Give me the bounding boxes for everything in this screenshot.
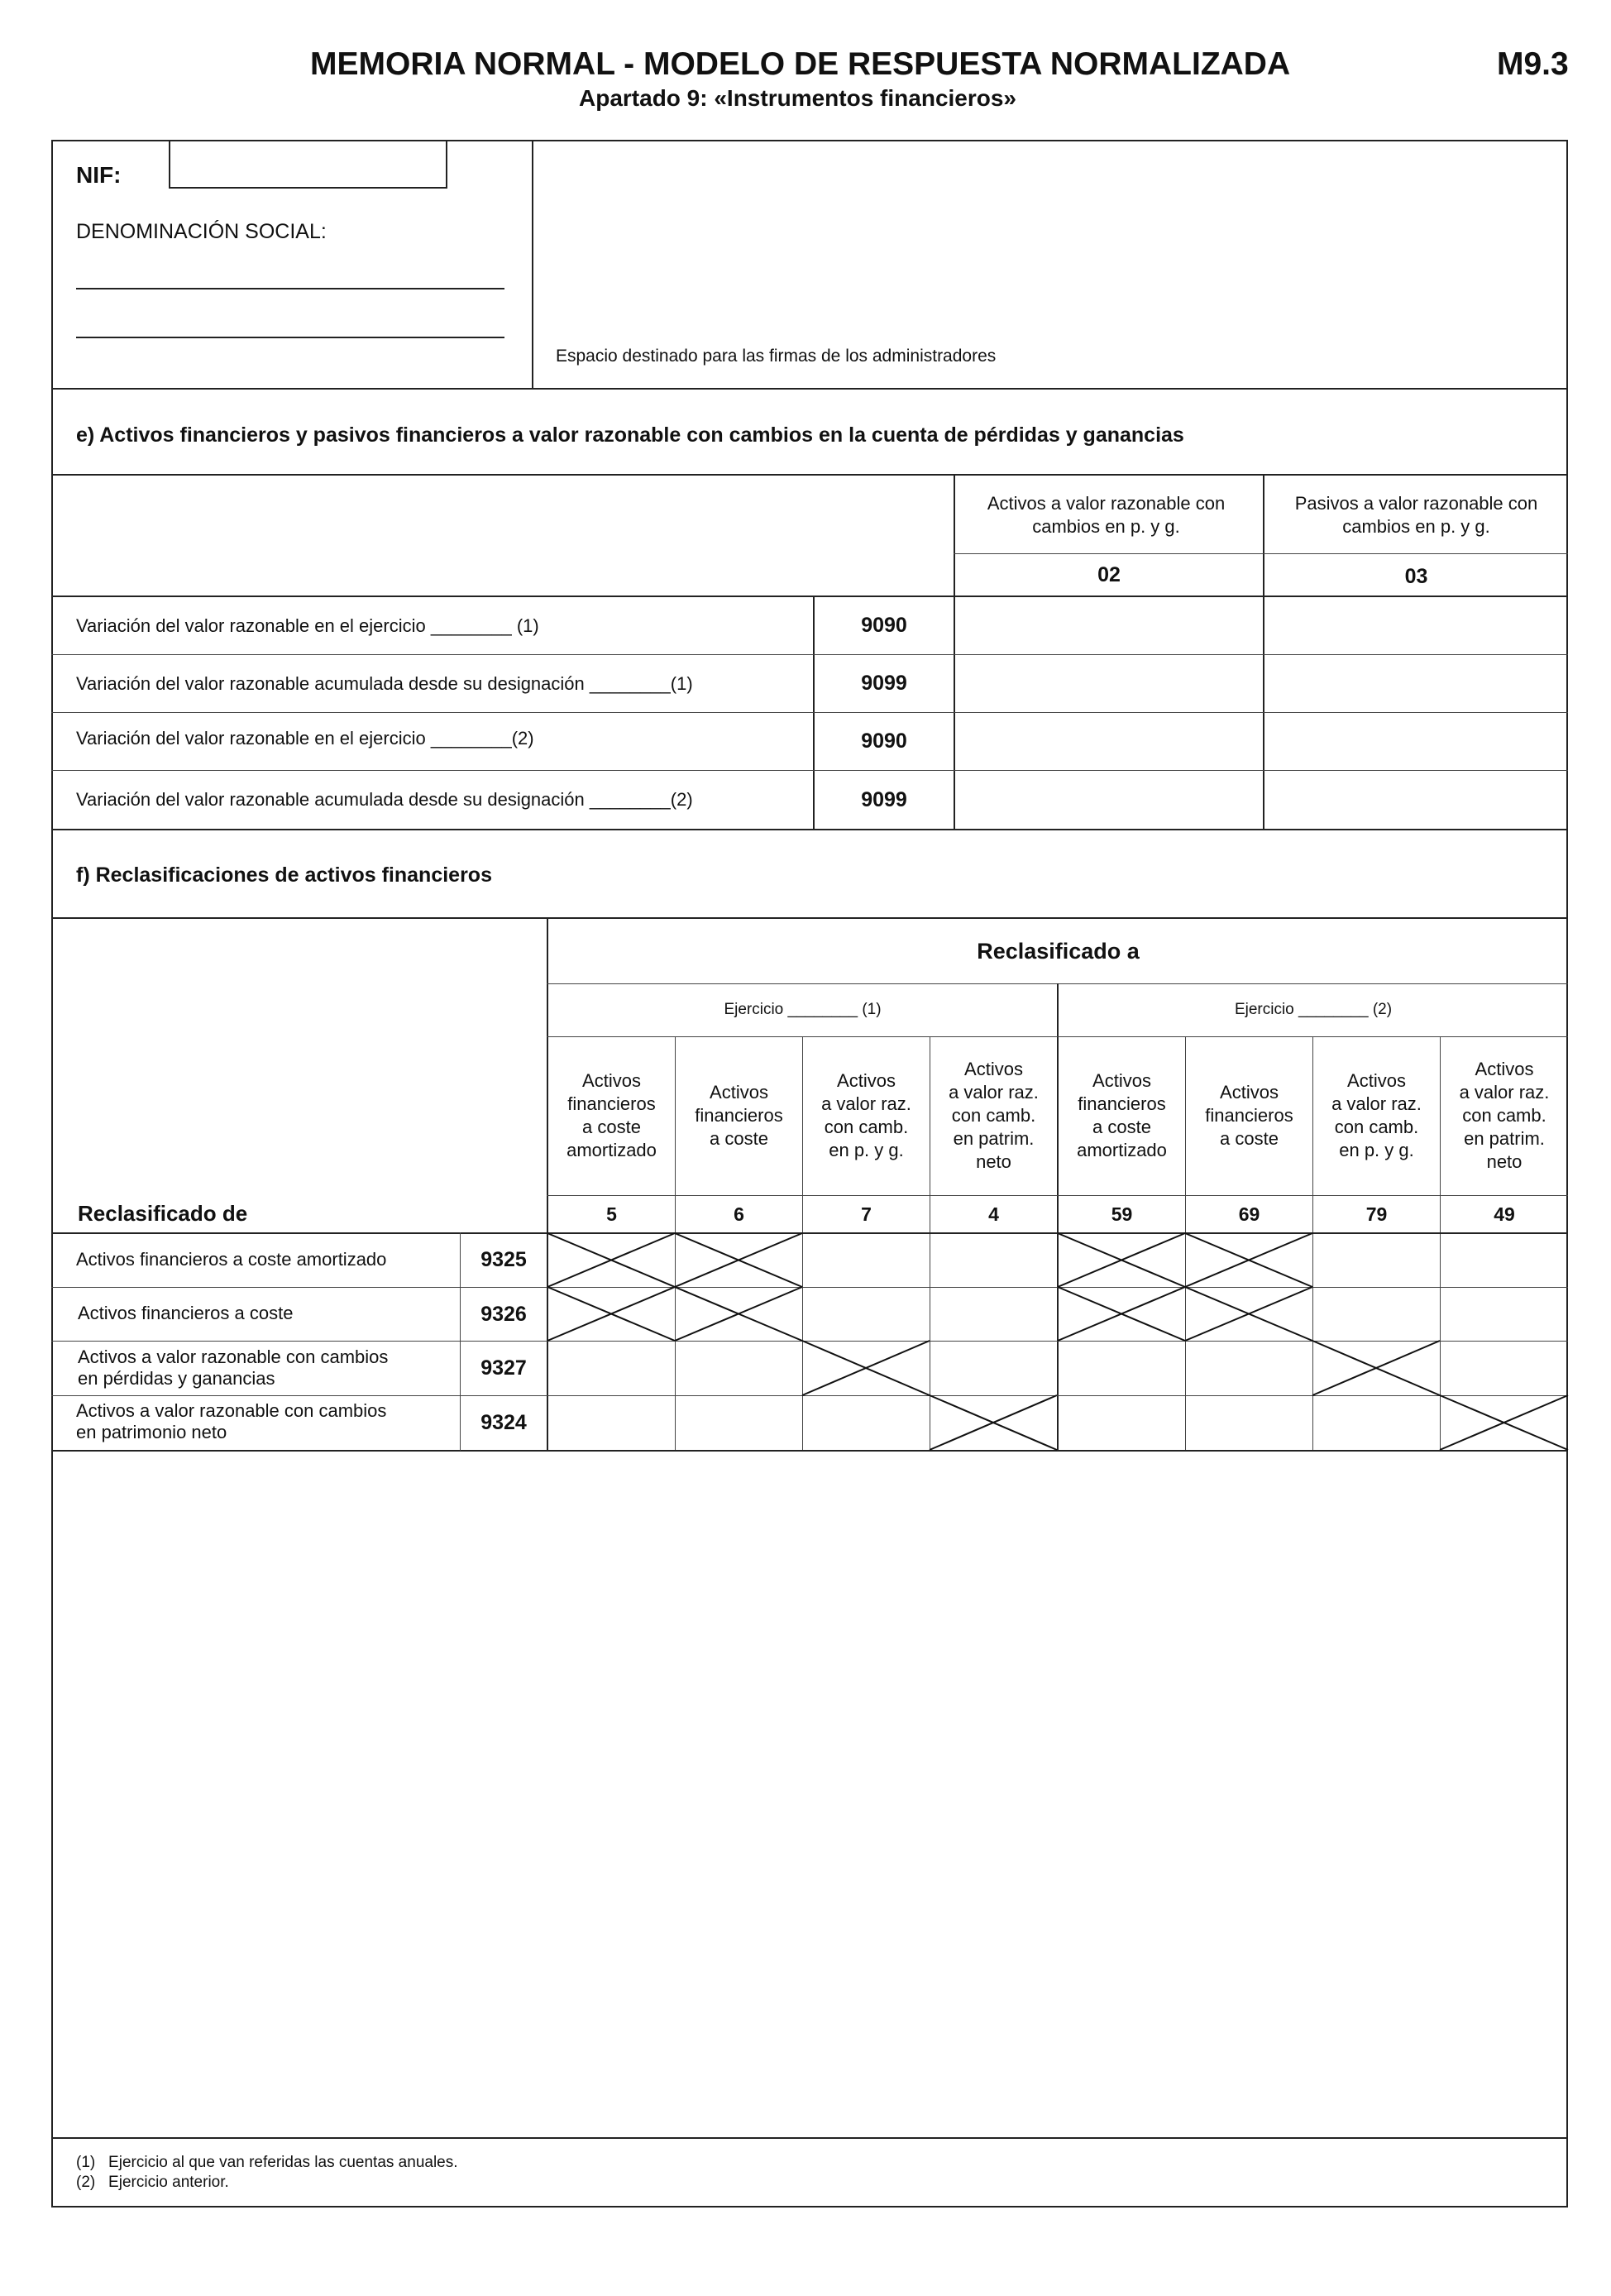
form-code: M9.3	[1497, 46, 1569, 82]
row-label: Variación del valor razonable en el ejercicio ________ (1)	[76, 615, 539, 636]
col-pasivos-code: 03	[1404, 564, 1428, 588]
reclasificado-de-label: Reclasificado de	[78, 1201, 248, 1226]
row-label: Activos financieros a coste	[78, 1303, 294, 1323]
col-header: Activos a valor raz. con camb. en p. y g.	[821, 1070, 911, 1160]
row-label: Activos financieros a coste amortizado	[76, 1249, 387, 1270]
col-code: 5	[606, 1203, 617, 1225]
col-activos-header: Activos a valor razonable con cambios en p. y g.	[987, 493, 1226, 537]
col-code: 79	[1365, 1203, 1388, 1225]
footnote-2: (2) Ejercicio anterior.	[76, 2174, 229, 2191]
footnote-1: (1) Ejercicio al que van referidas las cuentas anuales.	[76, 2154, 458, 2171]
form-subtitle: Apartado 9: «Instrumentos financieros»	[579, 85, 1017, 111]
free-text-area[interactable]	[53, 1452, 1566, 2136]
col-code: 69	[1238, 1203, 1260, 1225]
ejercicio-1-header: Ejercicio ________ (1)	[724, 1001, 882, 1018]
col-header: Activos financieros a coste amortizado	[1077, 1070, 1167, 1160]
col-code: 7	[861, 1203, 872, 1225]
row-label: Activos a valor razonable con cambios en patrimonio neto	[76, 1400, 387, 1442]
ejercicio-2-header: Ejercicio ________ (2)	[1234, 1001, 1393, 1018]
col-header: Activos a valor raz. con camb. en patrim. neto	[1459, 1059, 1550, 1172]
col-code: 49	[1494, 1203, 1515, 1225]
row-label: Variación del valor razonable acumulada desde su designación ________(2)	[76, 789, 693, 810]
row-label: Activos a valor razonable con cambios en pérdidas y ganancias	[78, 1347, 389, 1389]
form-title: MEMORIA NORMAL - MODELO DE RESPUESTA NORMALIZADA	[310, 46, 1291, 82]
col-header: Activos financieros a coste	[1205, 1082, 1293, 1149]
col-code: 59	[1111, 1203, 1133, 1225]
col-header: Activos a valor raz. con camb. en p. y g.	[1331, 1070, 1422, 1160]
row-code: 9090	[861, 729, 907, 753]
reclasificado-a-header: Reclasificado a	[977, 938, 1140, 964]
col-code: 6	[734, 1203, 744, 1225]
col-pasivos-header: Pasivos a valor razonable con cambios en p. y g.	[1294, 493, 1538, 537]
nif-label: NIF:	[76, 162, 122, 188]
row-code: 9099	[861, 672, 907, 695]
section-e-title: e) Activos financieros y pasivos financieros a valor razonable con cambios en la cuenta de pérdidas y ganancias	[76, 423, 1184, 447]
section-f-title: f) Reclasificaciones de activos financieros	[76, 863, 492, 887]
row-code: 9327	[480, 1356, 527, 1380]
row-code: 9090	[861, 614, 907, 637]
col-header: Activos financieros a coste	[695, 1082, 783, 1149]
col-header: Activos financieros a coste amortizado	[566, 1070, 657, 1160]
row-code: 9325	[480, 1248, 527, 1271]
row-code: 9324	[480, 1411, 527, 1434]
row-code: 9326	[480, 1302, 527, 1326]
row-code: 9099	[861, 787, 907, 811]
denominacion-label: DENOMINACIÓN SOCIAL:	[76, 220, 327, 243]
col-code: 4	[988, 1203, 999, 1225]
row-label: Variación del valor razonable acumulada desde su designación ________(1)	[76, 673, 693, 694]
col-activos-code: 02	[1097, 562, 1121, 586]
row-label: Variación del valor razonable en el ejercicio ________(2)	[76, 728, 534, 749]
col-header: Activos a valor raz. con camb. en patrim. neto	[949, 1059, 1039, 1172]
firmas-label: Espacio destinado para las firmas de los administradores	[556, 347, 997, 366]
